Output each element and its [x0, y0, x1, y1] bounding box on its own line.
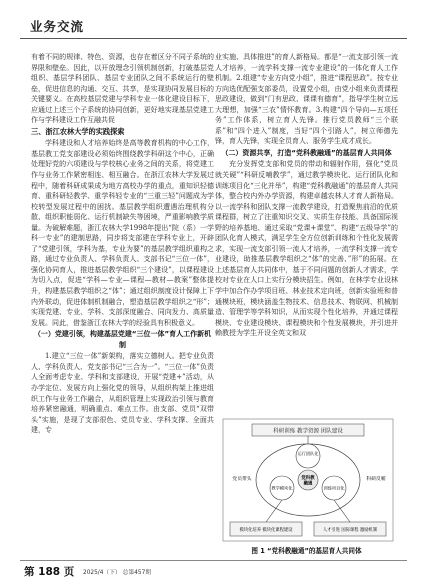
subsection-heading: （一）党建引领，构建基层党建“三位一体”育人工作新机制	[33, 330, 212, 349]
header-divider	[20, 38, 407, 39]
figure-diagram	[222, 418, 394, 542]
page-number: 第 188 页	[24, 566, 75, 578]
subsection-heading: （二）资源共享，打造“党科教融通”的基层育人共同体	[221, 148, 392, 157]
page-header	[20, 0, 407, 44]
section-title: 业务交流	[30, 19, 85, 34]
diagram-svg	[222, 418, 394, 542]
footer-divider	[20, 560, 407, 561]
node-circle	[296, 444, 320, 468]
bottom-left-text: 模块化培养 模块化课程建设	[239, 528, 293, 533]
paragraph: 学科建设和人才培养始终是高等教育机构的中心工作，基层教工党支部建设必须始终围绕教学科研这个中心，正确处理好党的六项建设与学校核心业务之间的关系，将党建工作与业务工作紧密相连、相互融合。在浙江农林大学发展过程中，随着科研成果成为地方高校办学的重点，重知识轻德育、重科研轻教学、重学科轻专业的“三重三轻”问题成为学校转型发展过程中的困扰。基层教学组织遭遇治理机构分散、组织职能弱化、运行机制缺失等困境，严重影响教学质量。为破解难题，浙江农林大学1998年提出“院（系）一学科一专业”的建制思路，同步将支部建在学科专业上，开辟了“党建引领，学科为基，专业为要”的基层教学组织重构之路，通过专业负责人、学科负责人、支部书记“三位一体”，强化协同育人，推进基层教学组织“三个建设”，以课程建设为切入点，促进“学科—专业—课程—教材—教案”整体提升，构建基层教学组织之“体”；通过组织制度设计保障上下内外联动，促进体制机制融合，塑造基层教学组织之“形”；实现党建、专业、学科、支部深度融合、同向发力、高质量发展。同此，借鉴浙江农林大学的经验具有积极意义。	[31, 139, 214, 327]
figure-caption: 图 1 “党科教融通”的基层育人共同体	[251, 547, 362, 555]
page-footer	[20, 560, 407, 580]
center-label: 融通	[303, 481, 313, 487]
left-column	[31, 52, 214, 436]
paragraph: 有着不同的规律、特色、资源，也存在着区分不同子系统的界限和壁垒。因此，以开放理念引领机制创新，打破基层党组织、基层学科团队、基层专业团队之间不系统运行的壁垒，促进信息的沟通、交互、共享，是实现协同发展目标的关键要义。在高校基层党建与学科专业一体化建设目标下，应通过上述三个子系统的协同创新，更好地实现基层党建工作与学科建设工作互融共促	[31, 53, 214, 125]
paragraph: 1.建立“三位一体”新架构，落实立德树人。把专业负责人、学科负责人、党支部书记“三合为一”。“三位一体”负责人全面考虑专业、学科和支部建设，开展“党建+”活动，从办学定位、发展方向上强化党的领导，从组织构架上推进组织工作与业务工作融合，从组织管理上实现政治引领与教育培养紧密融通，明确重点、难点工作。由支部、党员“双带头”实施，是现了支部很色、党员专业、学科支撑、全面共建，专	[31, 352, 214, 435]
paragraph: 充分发挥党支部和党员的带动和辐射作用，强化“党员就关硬”“科研反哺教学”，通过教学模块化、运行团队化和训练项目化“三化并举”，构建“党科教融通”的基层育人共同体，整合校内外办学资源，构建卓越农林人才育人新格局。以一流学科和团队支撑一流教学建设，打造聚焦前沿的优质课程群，树立了注重知识交叉、实质生存技能、具备国际视野的培养基地、通过采取“党课+课堂”、构建“五级导学”的团队化育人模式，满足学生全方位创新训练和个性化发展需求，实现一流支部引领一流人才培养，一流学科支撑一流专业建设，助推基层教学组织之“体”的完善、”形”的拓展。在上述基层育人共同体中，基于不同问题的创新人才需求，学校对专业在人口上实行分模块招生。例如，在林学专业设林学中加合作办学项目班、林业技术定向班，创新实验班和普通模块班，模块涵盖生物技术、信息技术、物联网、机械制造、管理学等学科知识，从而实现个性化培养，并通过课程模块、专业建设模块、课程模块和个性发展模块，并引进并赖教授为学生开设全英文和双	[215, 160, 398, 338]
node-label: 教学模块化	[271, 485, 293, 491]
node-label: 训练项目化	[323, 485, 345, 491]
bottom-right-text: 人才引进 国际课程 激励机制	[322, 528, 378, 533]
left-side-label: 党员带头	[232, 477, 252, 482]
section-heading: 三、浙江农林大学的实践探索	[31, 126, 125, 136]
right-side-label: 科研反哺	[366, 477, 386, 482]
node-label: 运行团队化	[297, 451, 319, 456]
top-box-text: 科研训练 教学资源 团队建设	[273, 428, 343, 435]
issue-info: 2025/4（下） 总第457期	[83, 570, 152, 576]
right-column	[215, 52, 398, 339]
paragraph: 业实施、具体推进”的育人新格局。都是“一流支部引领一流人才培养，一流学科支撑一流专业建设”的一体化育人工作机制。2.组建“专业方向党小组”，推进“课程思政”。按专业方向选优配强支部委员，设置党小组，由党小组来负责课程思政建设，做到“门有思政、课课有德育”，指导学生树立远大理想，加强“三农”情怀教育。3.构建“四个导向—五项任务”工作体系，树立育人先锋。推行党员教师“三个联系”和“四个进入”制度，当好“四个引路人”，树立师德先锋，育人先锋，实现全员育人、服务学生成才成长。	[215, 53, 398, 146]
center-label: 党科教	[301, 476, 315, 481]
